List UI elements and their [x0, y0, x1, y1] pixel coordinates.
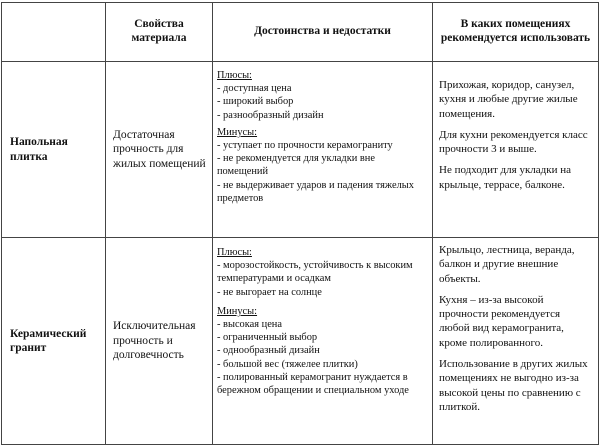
recommendation-text: Крыльцо, лестница, веранда, балкон и другие внешние объекты.: [439, 244, 575, 285]
pros-item: - морозостойкость, устойчивость к высоким температурами и осадкам: [217, 260, 413, 285]
pros-item: - доступная цена: [217, 83, 292, 95]
header-empty: [2, 3, 106, 62]
material-name: Керамический гранит: [2, 238, 106, 445]
comparison-table: [1, 2, 599, 445]
recommendation-text: Не подходит для укладки на крыльце, террасе, балконе.: [439, 164, 572, 191]
pros-item: - разнообразный дизайн: [217, 109, 324, 121]
material-properties: Исключительная прочность и долговечность: [106, 238, 213, 445]
pros-item: - широкий выбор: [217, 96, 294, 108]
pros-item: - не выгорает на солнце: [217, 286, 322, 298]
cons-item: - не рекомендуется для укладки вне помещений: [217, 153, 375, 178]
pros-cons-cell: [213, 238, 433, 445]
header-properties: Свойства материала: [106, 3, 213, 62]
cons-title: Минусы:: [217, 126, 258, 138]
recommendation-text: Использование в других жилых помещениях не выгодно из-за высокой цены по сравнению с плиткой.: [439, 358, 588, 413]
header-pros-cons: Достоинства и недостатки: [213, 3, 433, 62]
material-properties: Достаточная прочность для жилых помещений: [106, 62, 213, 238]
recommendation-text: Кухня – из-за высокой прочности рекомендуется любой вид керамогранита, кроме полированного.: [439, 293, 564, 349]
cons-item: - высокая цена: [217, 319, 282, 331]
cons-item: - ограниченный выбор: [217, 332, 318, 344]
recommended-rooms-cell: [433, 62, 599, 238]
cons-item: - большой вес (тяжелее плитки): [217, 358, 358, 370]
pros-title: Плюсы:: [217, 247, 252, 258]
cons-item: - однообразный дизайн: [217, 345, 320, 357]
header-row: [2, 3, 599, 62]
pros-title: Плюсы:: [217, 70, 252, 81]
cons-item: - уступает по прочности керамограниту: [217, 140, 393, 152]
pros-cons-cell: [213, 62, 433, 238]
material-name: Напольная плитка: [2, 62, 106, 238]
header-recommended-rooms: В каких помещениях рекомендуется использовать: [433, 3, 599, 62]
table-row: [2, 62, 599, 238]
cons-item: - не выдерживает ударов и падения тяжелых предметов: [217, 179, 414, 204]
recommended-rooms-cell: [433, 238, 599, 445]
cons-title: Минусы:: [217, 305, 258, 317]
cons-item: - полированный керамогранит нуждается в бережном обращении и специальном уходе: [217, 371, 409, 397]
recommendation-text: Для кухни рекомендуется класс прочности 3 и выше.: [439, 128, 588, 156]
pros-group: [217, 246, 428, 299]
pros-group: [217, 69, 428, 122]
cons-group: [217, 305, 428, 397]
recommendation-text: Прихожая, коридор, санузел, кухня и любые другие жилые помещения.: [439, 79, 578, 120]
cons-group: [217, 126, 428, 205]
table-row: [2, 238, 599, 445]
